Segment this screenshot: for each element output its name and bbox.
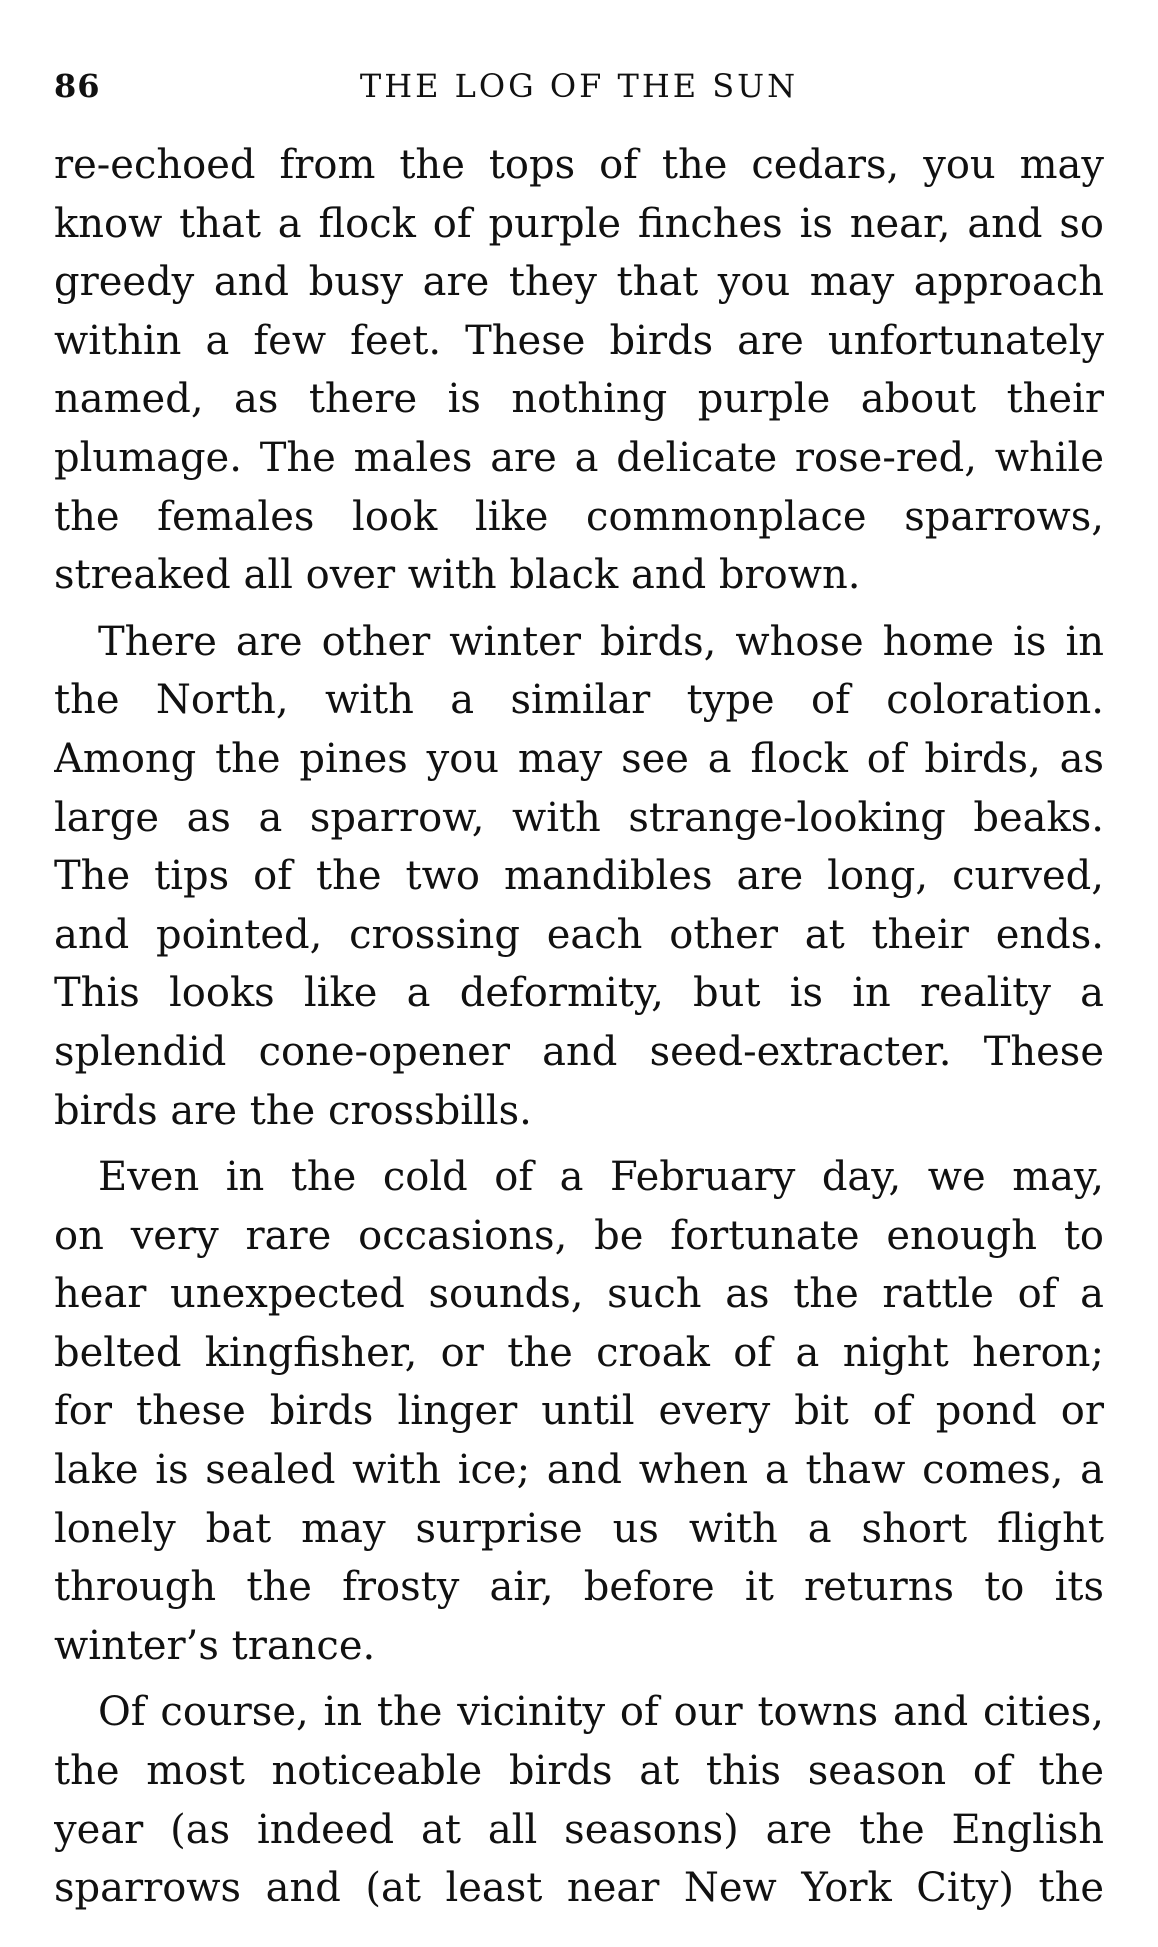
page-number: 86 <box>54 67 101 105</box>
text-line: hear unexpected sounds, such as the rattle of a <box>54 1271 1104 1318</box>
book-page <box>54 66 1104 1926</box>
text-line: through the frosty air, before it returns to its <box>54 1564 1104 1611</box>
text-line: The tips of the two mandibles are long, curved, <box>54 853 1104 900</box>
text-line: sparrows and (at least near New York City) the <box>54 1865 1104 1912</box>
text-line: within a few feet. These birds are unfortunately <box>54 317 1104 364</box>
text-line: lake is sealed with ice; and when a thaw comes, a <box>54 1447 1104 1494</box>
text-line: and pointed, crossing each other at their ends. <box>54 911 1104 958</box>
text-line: the North, with a similar type of coloration. <box>54 677 1104 724</box>
text-line: streaked all over with black and brown. <box>54 552 861 599</box>
text-line: the females look like commonplace sparrows, <box>54 493 1104 540</box>
text-line: the most noticeable birds at this season of the <box>54 1748 1104 1795</box>
text-line: Among the pines you may see a flock of birds, as <box>54 735 1104 782</box>
text-line: know that a flock of purple finches is near, and so <box>54 200 1104 247</box>
text-line: year (as indeed at all seasons) are the English <box>54 1806 1104 1853</box>
text-line: Even in the cold of a February day, we may, <box>98 1154 1104 1201</box>
text-line: This looks like a deformity, but is in reality a <box>54 970 1104 1017</box>
text-line: plumage. The males are a delicate rose-red, while <box>54 434 1104 481</box>
text-line: for these birds linger until every bit of pond or <box>54 1388 1104 1435</box>
body-text <box>54 136 1104 1918</box>
text-line: named, as there is nothing purple about their <box>54 376 1104 423</box>
text-line: re-echoed from the tops of the cedars, you may <box>54 142 1104 188</box>
paragraph-3 <box>54 1148 1104 1675</box>
text-line: birds are the crossbills. <box>54 1087 532 1134</box>
text-line: lonely bat may surprise us with a short flight <box>54 1505 1104 1552</box>
running-title: THE LOG OF THE SUN <box>359 67 799 105</box>
paragraph-2 <box>54 613 1104 1140</box>
paragraph-4 <box>54 1683 1104 1917</box>
text-line: Of course, in the vicinity of our towns and cities, <box>98 1689 1104 1736</box>
running-head <box>54 66 1104 122</box>
text-line: greedy and busy are they that you may approach <box>54 259 1104 306</box>
text-line: There are other winter birds, whose home is in <box>98 618 1104 665</box>
text-line: on very rare occasions, be fortunate enough to <box>54 1212 1104 1259</box>
text-line: belted kingfisher, or the croak of a night heron; <box>54 1329 1104 1376</box>
text-line: splendid cone-opener and seed-extracter. These <box>54 1028 1104 1075</box>
text-line: winter’s trance. <box>54 1622 376 1669</box>
text-line: large as a sparrow, with strange-looking beaks. <box>54 794 1104 841</box>
paragraph-1 <box>54 136 1104 605</box>
